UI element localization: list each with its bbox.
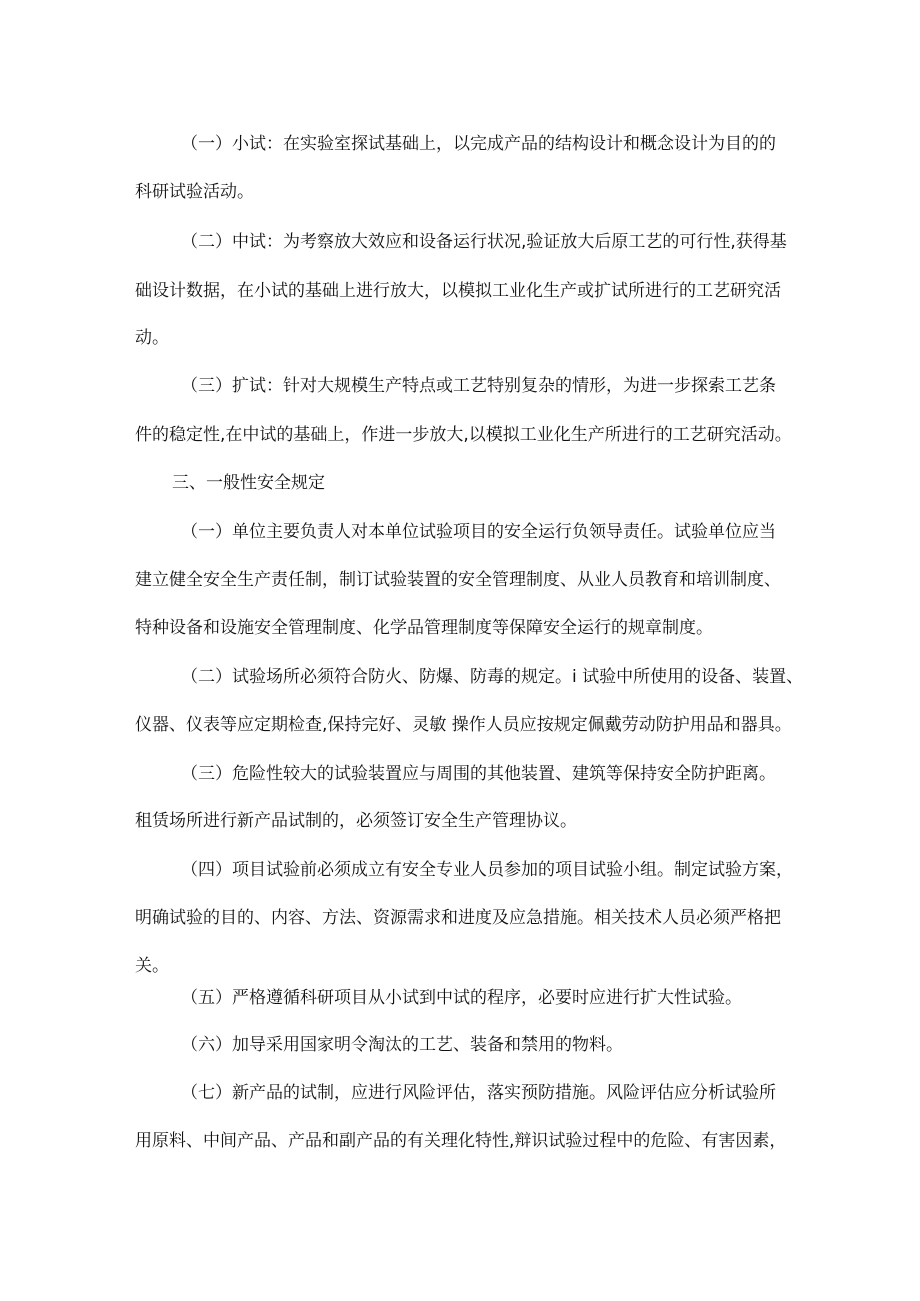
text-line: 用原料、中间产品、产品和副产品的有关理化特性,辩识试验过程中的危险、有害因素， [135, 1131, 787, 1151]
text-line: 科研试验活动。 [135, 182, 254, 202]
text-line: （三）危险性较大的试验装置应与周围的其他装置、建筑等保持安全防护距离。 [181, 764, 776, 784]
text-line: （七）新产品的试制，应进行风险评估，落实预防措施。风险评估应分析试验所 [181, 1083, 776, 1103]
text-line: 仪器、仪表等应定期检查,保持完好、灵敏 操作人员应按规定佩戴劳动防护用品和器具。 [135, 715, 792, 735]
text-line: 明确试验的目的、内容、方法、资源需求和进度及应急措施。相关技术人员必须严格把 [135, 908, 781, 928]
text-line: （二）试验场所必须符合防火、防爆、防毒的规定。i 试验中所使用的设备、装置、 [181, 667, 804, 687]
text-line: （四）项目试验前必须成立有安全专业人员参加的项目试验小组。制定试验方案， [181, 860, 793, 880]
text-line: （一）小试：在实验室探试基础上，以完成产品的结构设计和概念设计为目的的 [181, 134, 776, 154]
text-line: 关。 [135, 956, 169, 976]
text-line: 动。 [135, 328, 169, 348]
text-line: 租赁场所进行新产品试制的，必须签订安全生产管理协议。 [135, 811, 577, 831]
text-line: （三）扩试：针对大规模生产特点或工艺特别复杂的情形，为进一步探索工艺条 [181, 376, 776, 396]
text-line: 础设计数据，在小试的基础上进行放大，以模拟工业化生产或扩试所进行的工艺研究活 [135, 281, 781, 301]
text-line: （五）严格遵循科研项目从小试到中试的程序，必要时应进行扩大性试验。 [181, 988, 742, 1008]
text-line: （一）单位主要负责人对本单位试验项目的安全运行负领导责任。试验单位应当 [181, 522, 776, 542]
text-line: （六）加导采用国家明令淘汰的工艺、装备和禁用的物料。 [181, 1035, 623, 1055]
text-line: 件的稳定性,在中试的基础上，作进一步放大,以模拟工业化生产所进行的工艺研究活动。 [135, 425, 792, 445]
text-line: 特种设备和设施安全管理制度、化学品管理制度等保障安全运行的规章制度。 [135, 618, 713, 638]
section-heading: 三、一般性安全规定 [172, 473, 325, 493]
text-line: （二）中试：为考察放大效应和设备运行状况,验证放大后原工艺的可行性,获得基 [181, 232, 787, 252]
text-line: 建立健全安全生产责任制，制订试验装置的安全管理制度、从业人员教育和培训制度、 [135, 570, 781, 590]
